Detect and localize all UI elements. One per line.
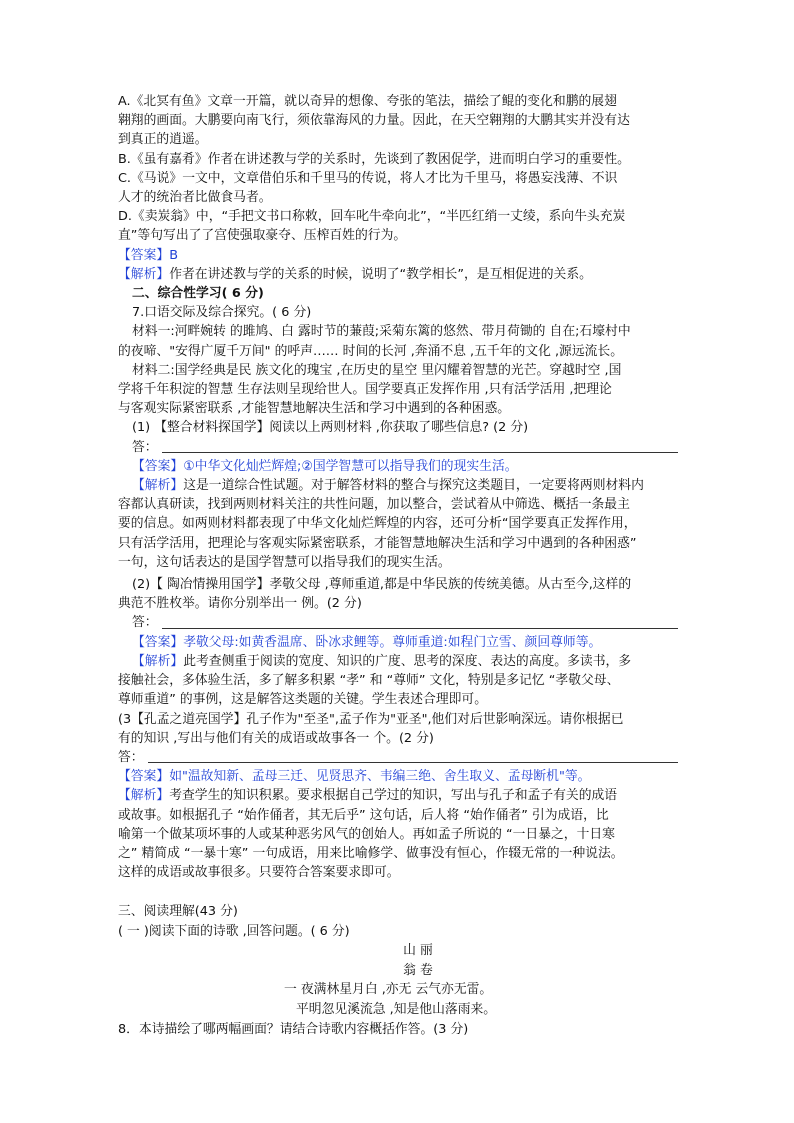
material1-line: 材料一:河畔婉转 的雎鸠、白 露时节的蒹葭;采菊东篱的悠然、带月荷锄的 自在;石壕村中 bbox=[132, 324, 631, 340]
sub2-analysis bbox=[118, 652, 678, 671]
sub2-answer bbox=[118, 633, 678, 652]
part1-instruction: ( 一 )阅读下面的诗歌 ,回答问题。( 6 分) bbox=[118, 923, 350, 939]
sub1-analysis bbox=[118, 476, 678, 495]
sub1-answer-blank bbox=[118, 438, 678, 457]
answer-prefix: 答： bbox=[132, 439, 158, 455]
answer-label: 【答案】 bbox=[132, 634, 184, 650]
sub1-answer bbox=[118, 457, 678, 476]
answer-label: 【答案】 bbox=[132, 458, 184, 474]
section2-heading: 二、综合性学习( 6 分) bbox=[132, 286, 264, 302]
sub3-question: (3【孔孟之道亮国学】孔子作为"至圣",孟子作为"亚圣",他们对后世影响深远。请你根据已 bbox=[118, 711, 624, 727]
sub2-analysis-line: 尊师重道” 的事例，这是解答这类题的关键。学生表述合理即可。 bbox=[118, 692, 488, 708]
option-c-line: 人才的统治者比做食马者。 bbox=[118, 190, 272, 206]
answer-prefix: 答： bbox=[132, 615, 158, 631]
material2-line: 材料二:国学经典是民 族文化的瑰宝 ,在历史的星空 里闪耀着智慧的光芒。穿越时空 ,国 bbox=[132, 362, 622, 378]
answer-prefix: 答： bbox=[118, 749, 144, 765]
analysis-text: 此考查侧重于阅读的宽度、知识的广度、思考的深度、表达的高度。多读书，多 bbox=[183, 653, 632, 669]
sub1-question: (1) 【整合材料探国学】阅读以上两则材料 ,你获取了哪些信息? (2 分) bbox=[132, 420, 529, 436]
sub3-analysis-line: 或故事。如根据孔子 “始作俑者，其无后乎” 这句话，后人将 “始作俑者” 引为成语，比 bbox=[118, 807, 609, 823]
poem-line: 平明忽见溪流急 ,知是他山落雨来。 bbox=[296, 1002, 497, 1018]
option-a-line: 翱翔的画面。大鹏要向南飞行，须依靠海风的力量。因此，在天空翱翔的大鹏其实并没有达 bbox=[118, 113, 630, 129]
material2-line: 与客观实际紧密联系 ,才能智慧地解决生活和学习中遇到的各种困惑。 bbox=[118, 401, 511, 417]
analysis-text: 这是一道综合性试题。对于解答材料的整合与探究这类题目，一定要将两则材料内 bbox=[183, 478, 644, 494]
sub3-analysis-line: 这样的成语或故事很多。只要符合答案要求即可。 bbox=[118, 865, 400, 881]
answer-label: 【答案】 bbox=[118, 247, 170, 263]
sub2-answer-blank bbox=[118, 613, 678, 632]
q8-question: 8．本诗描绘了哪两幅画面？请结合诗歌内容概括作答。(3 分) bbox=[118, 1021, 469, 1037]
answer-text: 孝敬父母:如黄香温席、卧冰求鲤等。尊师重道:如程门立雪、颜回尊师等。 bbox=[183, 634, 602, 650]
sub3-question-line: 有的知识 ,写出与他们有关的成语或故事各一 个。(2 分) bbox=[118, 730, 434, 746]
q6-analysis bbox=[118, 265, 678, 284]
material2-line: 学将千年积淀的智慧 生存法则呈现给世人。国学要真正发挥作用 ,只有活学活用 ,把理论 bbox=[118, 382, 612, 398]
analysis-label: 【解析】 bbox=[132, 478, 184, 494]
sub3-analysis bbox=[118, 786, 678, 805]
sub3-analysis-line: 之” 精简成 “一暴十寒” 一句成语，用来比喻修学、做事没有恒心，作辍无常的一种说法。 bbox=[118, 845, 624, 861]
answer-text: 如"温故知新、孟母三迁、见贤思齐、韦编三绝、舍生取义、孟母断机"等。 bbox=[169, 769, 591, 785]
blank-rule bbox=[162, 616, 678, 629]
sub2-question: (2)【 陶冶情操用国学】孝敬父母 ,尊师重道,都是中华民族的传统美德。从古至今,这样的 bbox=[132, 577, 632, 593]
q7-title: 7.口语交际及综合探究。( 6 分) bbox=[132, 305, 312, 321]
blank-rule bbox=[162, 440, 678, 453]
sub2-question-line: 典范不胜枚举。请你分别举出一 例。(2 分) bbox=[118, 596, 362, 612]
answer-value: B bbox=[169, 247, 178, 263]
sub1-analysis-line: 要的信息。如两则材料都表现了中华文化灿烂辉煌的内容，还可分析“国学要真正发挥作用， bbox=[118, 516, 637, 532]
poem-title: 山 丽 bbox=[403, 942, 433, 958]
answer-text: ①中华文化灿烂辉煌;②国学智慧可以指导我们的现实生活。 bbox=[183, 458, 518, 474]
sub3-answer-blank bbox=[118, 748, 678, 767]
option-d-line: D.《卖炭翁》中，“手把文书口称敕，回车叱牛牵向北”，“半匹红绡一丈绫，系向牛头充炭 bbox=[118, 209, 626, 225]
sub1-analysis-line: 一句，这句话表达的是国学智慧可以指导我们的现实生活。 bbox=[118, 554, 451, 570]
sub3-answer bbox=[118, 767, 678, 786]
poem-line: 一 夜满林星月白 ,亦无 云气亦无雷。 bbox=[284, 982, 493, 998]
poem-author: 翁 卷 bbox=[403, 962, 433, 978]
analysis-label: 【解析】 bbox=[118, 266, 170, 282]
analysis-text: 作者在讲述教与学的关系的时候，说明了“教学相长”，是互相促进的关系。 bbox=[169, 266, 592, 282]
document-page bbox=[118, 92, 678, 1039]
sub2-analysis-line: 接触社会，多体验生活，多了解多积累 “孝” 和 “尊师” 文化，特别是多记忆 “孝敬父母、 bbox=[118, 673, 620, 689]
analysis-text: 考查学生的知识积累。要求根据自己学过的知识，写出与孔子和孟子有关的成语 bbox=[169, 788, 618, 804]
option-a-line: A.《北冥有鱼》文章一开篇，就以奇异的想像、夸张的笔法，描绘了鲲的变化和鹏的展翅 bbox=[118, 94, 617, 109]
material1-line: 的夜啼、"安得广厦千万间" 的呼声…… 时间的长河 ,奔涌不息 ,五千年的文化 ,源远流长。 bbox=[118, 343, 624, 359]
option-d-line: 直”等句写出了了宫使强取豪夺、压榨百姓的行为。 bbox=[118, 228, 407, 244]
option-b-line: B.《虽有嘉肴》作者在讲述教与学的关系时，先谈到了教困促学，进而明白学习的重要性。 bbox=[118, 151, 630, 167]
analysis-label: 【解析】 bbox=[132, 653, 184, 669]
section3-heading: 三、阅读理解(43 分) bbox=[118, 904, 238, 920]
sub3-analysis-line: 喻第一个做某项坏事的人或某种恶劣风气的创始人。再如孟子所说的 “一日暴之，十日寒 bbox=[118, 826, 615, 842]
analysis-label: 【解析】 bbox=[118, 788, 170, 804]
blank-rule bbox=[148, 750, 678, 763]
sub1-analysis-line: 只有活学活用，把理论与客观实际紧密联系，才能智慧地解决生活和学习中遇到的各种困惑” bbox=[118, 535, 637, 551]
answer-label: 【答案】 bbox=[118, 769, 170, 785]
sub1-analysis-line: 容都认真研读，找到两则材料关注的共性问题，加以整合，尝试着从中筛选、概括一条最主 bbox=[118, 497, 630, 513]
option-a-line: 到真正的逍遥。 bbox=[118, 132, 208, 148]
q6-answer bbox=[118, 246, 678, 265]
option-c-line: C.《马说》一文中，文章借伯乐和千里马的传说，将人才比为千里马，将愚妄浅薄、不识 bbox=[118, 170, 618, 186]
